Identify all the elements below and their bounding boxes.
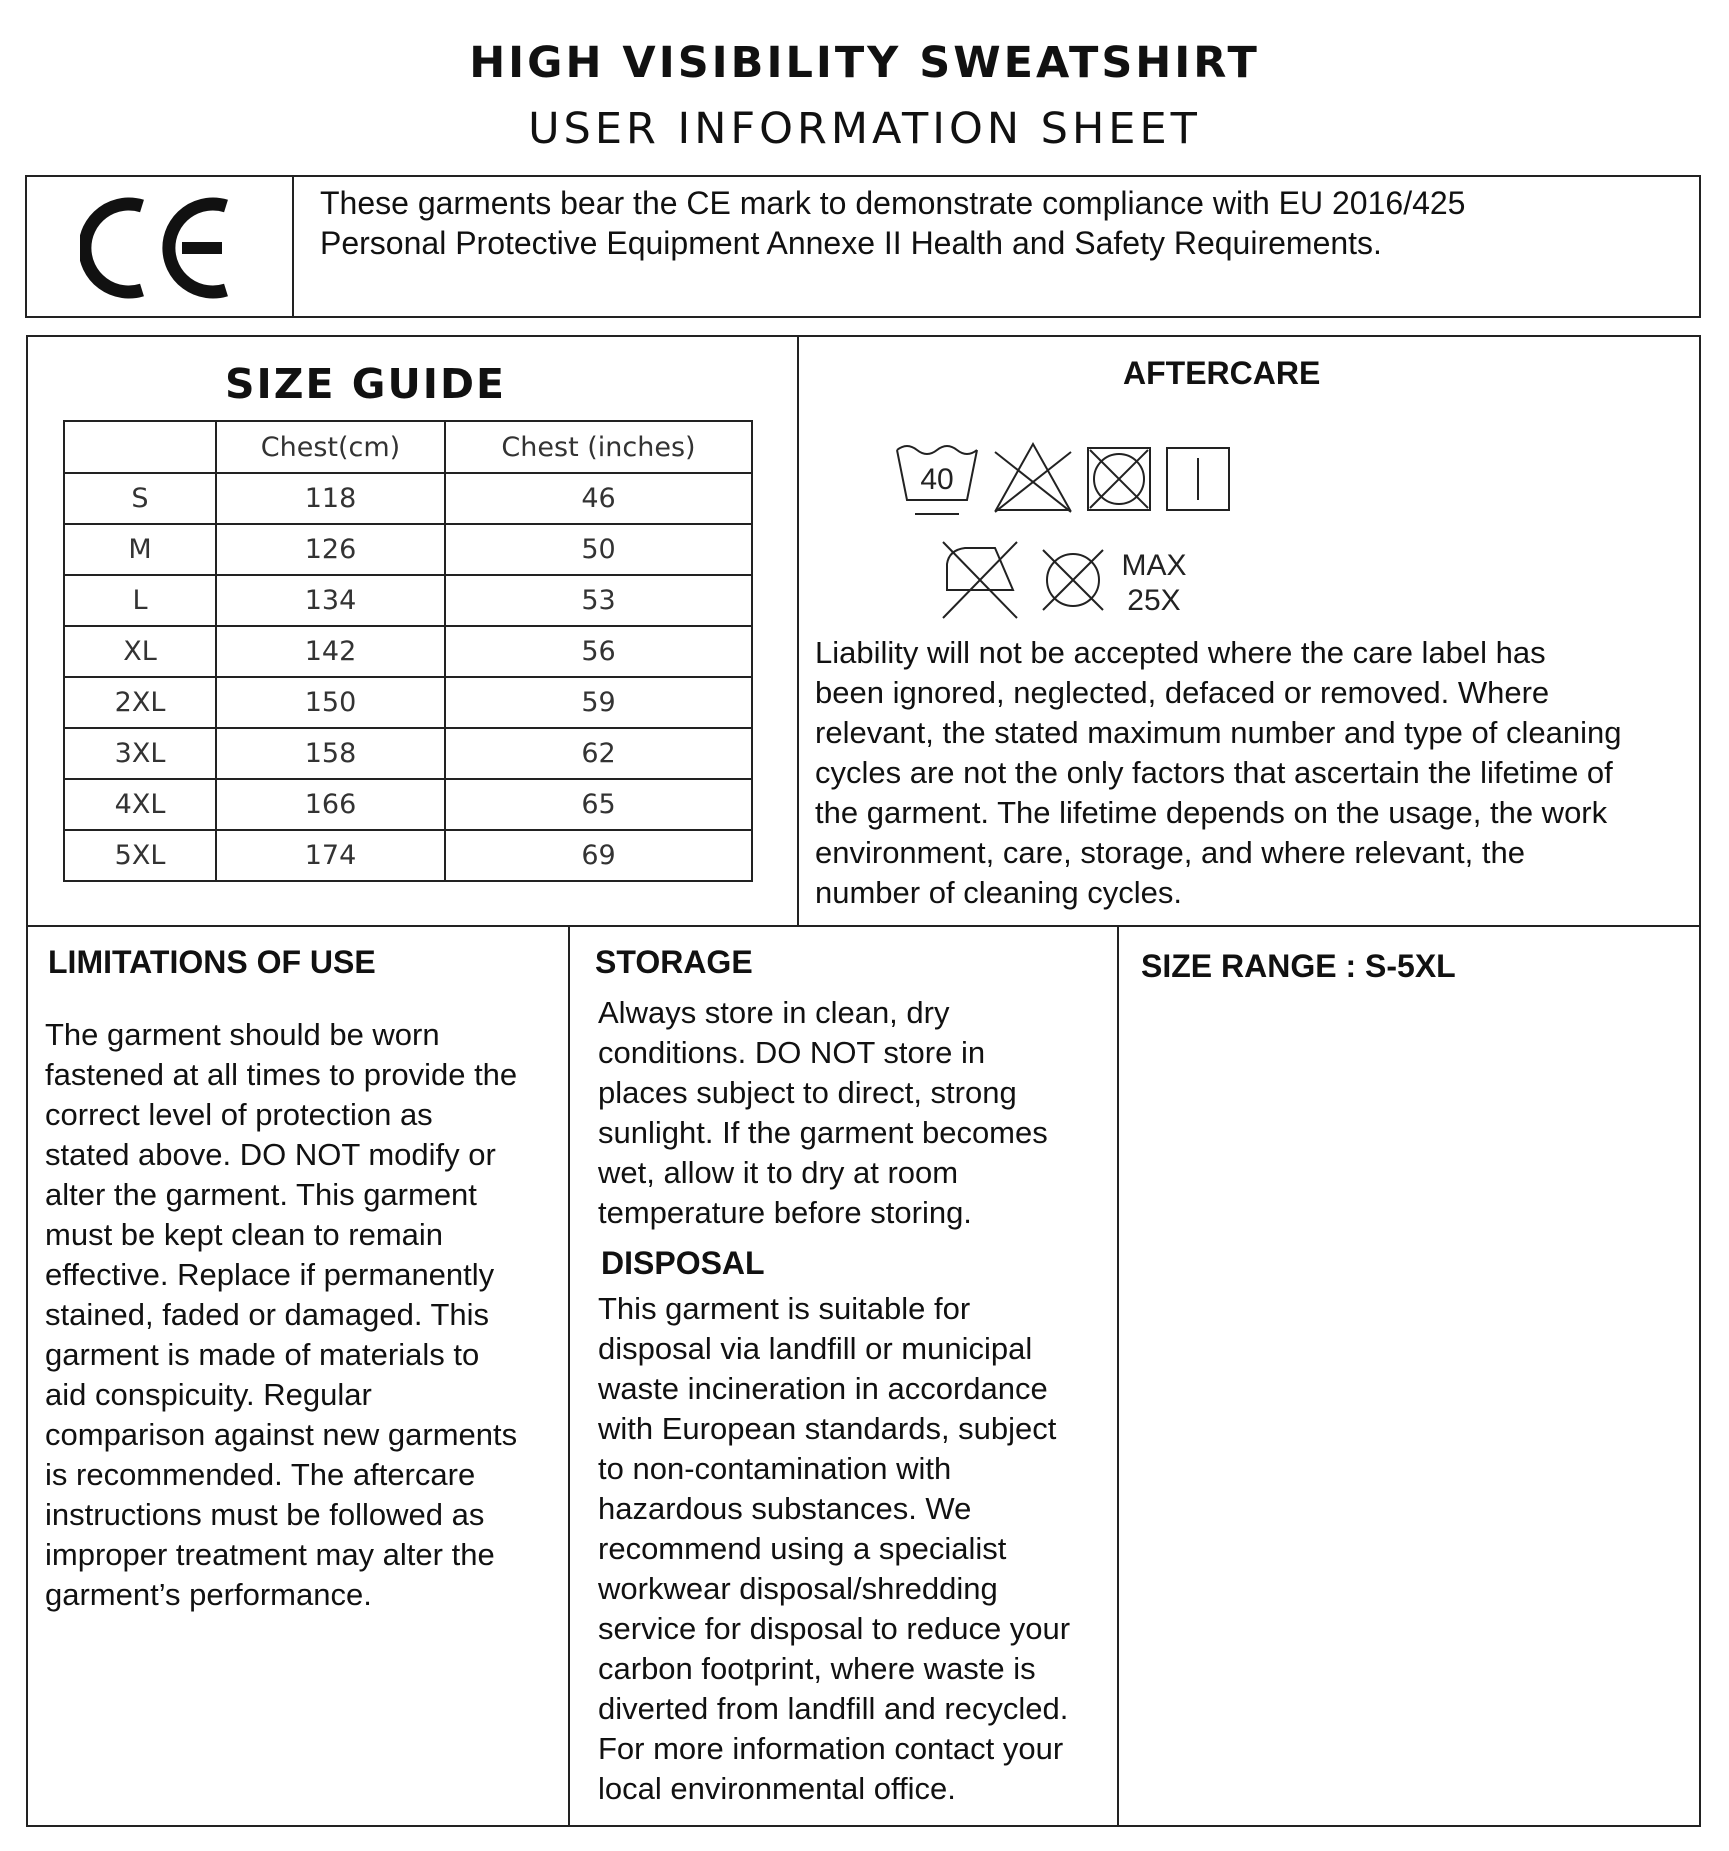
text-line: is recommended. The aftercare xyxy=(45,1457,476,1492)
limitations-text xyxy=(45,1015,565,1615)
chest-cm-cell: 150 xyxy=(216,677,445,728)
grid-divider xyxy=(1117,925,1119,1827)
chest-inches-cell: 53 xyxy=(445,575,752,626)
document-subtitle: USER INFORMATION SHEET xyxy=(528,104,1201,154)
text-line: comparison against new garments xyxy=(45,1417,518,1452)
text-line: carbon footprint, where waste is xyxy=(598,1651,1036,1686)
text-line: aid conspicuity. Regular xyxy=(45,1377,372,1412)
text-line: instructions must be followed as xyxy=(45,1497,485,1532)
text-line: workwear disposal/shredding xyxy=(598,1571,998,1606)
text-line: disposal via landfill or municipal xyxy=(598,1331,1033,1366)
grid-divider xyxy=(797,335,799,927)
chest-cm-cell: 174 xyxy=(216,830,445,881)
column-header: Chest(cm) xyxy=(216,421,445,473)
ce-mark-icon xyxy=(80,192,240,304)
size-cell: 4XL xyxy=(64,779,216,830)
grid-divider xyxy=(568,925,570,1827)
text-line: with European standards, subject xyxy=(598,1411,1057,1446)
text-line: sunlight. If the garment becomes xyxy=(598,1115,1048,1150)
table-row xyxy=(64,830,752,881)
size-guide-table xyxy=(63,420,753,882)
compliance-line: Personal Protective Equipment Annexe II Health and Safety Requirements. xyxy=(320,225,1382,261)
text-line: fastened at all times to provide the xyxy=(45,1057,518,1092)
table-row xyxy=(64,473,752,524)
text-line: number of cleaning cycles. xyxy=(815,875,1183,910)
column-header: Chest (inches) xyxy=(445,421,752,473)
chest-inches-cell: 59 xyxy=(445,677,752,728)
care-symbols xyxy=(895,440,1255,630)
chest-cm-cell: 134 xyxy=(216,575,445,626)
text-line: This garment is suitable for xyxy=(598,1291,971,1326)
text-line: stained, faded or damaged. This xyxy=(45,1297,490,1332)
table-row xyxy=(64,626,752,677)
wash-40-gentle-icon xyxy=(897,446,977,514)
size-cell: XL xyxy=(64,626,216,677)
text-line: the garment. The lifetime depends on the usage, the work xyxy=(815,795,1608,830)
text-line: conditions. DO NOT store in xyxy=(598,1035,986,1070)
table-row xyxy=(64,677,752,728)
do-not-bleach-icon xyxy=(995,444,1071,512)
size-cell: S xyxy=(64,473,216,524)
size-cell: L xyxy=(64,575,216,626)
text-line: environment, care, storage, and where relevant, the xyxy=(815,835,1525,870)
compliance-divider xyxy=(292,175,294,318)
text-line: to non-contamination with xyxy=(598,1451,952,1486)
text-line: relevant, the stated maximum number and type of cleaning xyxy=(815,715,1622,750)
text-line: been ignored, neglected, defaced or removed. Where xyxy=(815,675,1550,710)
chest-cm-cell: 126 xyxy=(216,524,445,575)
text-line: garment’s performance. xyxy=(45,1577,372,1612)
disposal-text xyxy=(598,1289,1113,1809)
text-line: stated above. DO NOT modify or xyxy=(45,1137,496,1172)
size-guide-heading: SIZE GUIDE xyxy=(225,360,507,408)
text-line: diverted from landfill and recycled. xyxy=(598,1691,1069,1726)
chest-inches-cell: 46 xyxy=(445,473,752,524)
storage-text xyxy=(598,993,1113,1233)
chest-inches-cell: 69 xyxy=(445,830,752,881)
max-cycles: 25X xyxy=(1127,584,1181,617)
text-line: The garment should be worn xyxy=(45,1017,440,1052)
text-line: effective. Replace if permanently xyxy=(45,1257,495,1292)
grid-divider xyxy=(26,925,1701,927)
column-header xyxy=(64,421,216,473)
text-line: improper treatment may alter the xyxy=(45,1537,495,1572)
chest-cm-cell: 142 xyxy=(216,626,445,677)
size-range-label: SIZE RANGE : S-5XL xyxy=(1141,948,1456,984)
do-not-dry-clean-icon xyxy=(1043,550,1103,610)
text-line: recommend using a specialist xyxy=(598,1531,1007,1566)
text-line: local environmental office. xyxy=(598,1771,956,1806)
storage-heading: STORAGE xyxy=(595,944,753,980)
text-line: alter the garment. This garment xyxy=(45,1177,477,1212)
chest-inches-cell: 56 xyxy=(445,626,752,677)
table-row xyxy=(64,779,752,830)
do-not-tumble-dry-icon xyxy=(1088,448,1150,510)
text-line: cycles are not the only factors that ascertain the lifetime of xyxy=(815,755,1613,790)
chest-inches-cell: 65 xyxy=(445,779,752,830)
size-cell: M xyxy=(64,524,216,575)
chest-inches-cell: 62 xyxy=(445,728,752,779)
compliance-line: These garments bear the CE mark to demonstrate compliance with EU 2016/425 xyxy=(320,185,1466,221)
chest-cm-cell: 158 xyxy=(216,728,445,779)
chest-cm-cell: 166 xyxy=(216,779,445,830)
text-line: temperature before storing. xyxy=(598,1195,972,1230)
table-row xyxy=(64,728,752,779)
text-line: wet, allow it to dry at room xyxy=(598,1155,959,1190)
text-line: hazardous substances. We xyxy=(598,1491,972,1526)
disposal-heading: DISPOSAL xyxy=(601,1245,765,1281)
table-header-row xyxy=(64,421,752,473)
do-not-iron-icon xyxy=(943,542,1017,618)
text-line: garment is made of materials to xyxy=(45,1337,480,1372)
text-line: places subject to direct, strong xyxy=(598,1075,1017,1110)
table-row xyxy=(64,575,752,626)
line-dry-icon xyxy=(1167,448,1229,510)
text-line: Liability will not be accepted where the care label has xyxy=(815,635,1546,670)
text-line: Always store in clean, dry xyxy=(598,995,950,1030)
limitations-heading: LIMITATIONS OF USE xyxy=(48,944,376,980)
chest-cm-cell: 118 xyxy=(216,473,445,524)
text-line: For more information contact your xyxy=(598,1731,1064,1766)
chest-inches-cell: 50 xyxy=(445,524,752,575)
text-line: correct level of protection as xyxy=(45,1097,433,1132)
aftercare-text xyxy=(815,633,1695,913)
text-line: waste incineration in accordance xyxy=(598,1371,1048,1406)
text-line: must be kept clean to remain xyxy=(45,1217,444,1252)
aftercare-heading: AFTERCARE xyxy=(1123,355,1321,391)
size-cell: 5XL xyxy=(64,830,216,881)
table-row xyxy=(64,524,752,575)
size-cell: 3XL xyxy=(64,728,216,779)
max-label: MAX xyxy=(1121,549,1187,582)
wash-temperature: 40 xyxy=(920,463,954,496)
compliance-text xyxy=(320,183,1680,263)
text-line: service for disposal to reduce your xyxy=(598,1611,1071,1646)
document-title: HIGH VISIBILITY SWEATSHIRT xyxy=(469,38,1260,88)
size-cell: 2XL xyxy=(64,677,216,728)
